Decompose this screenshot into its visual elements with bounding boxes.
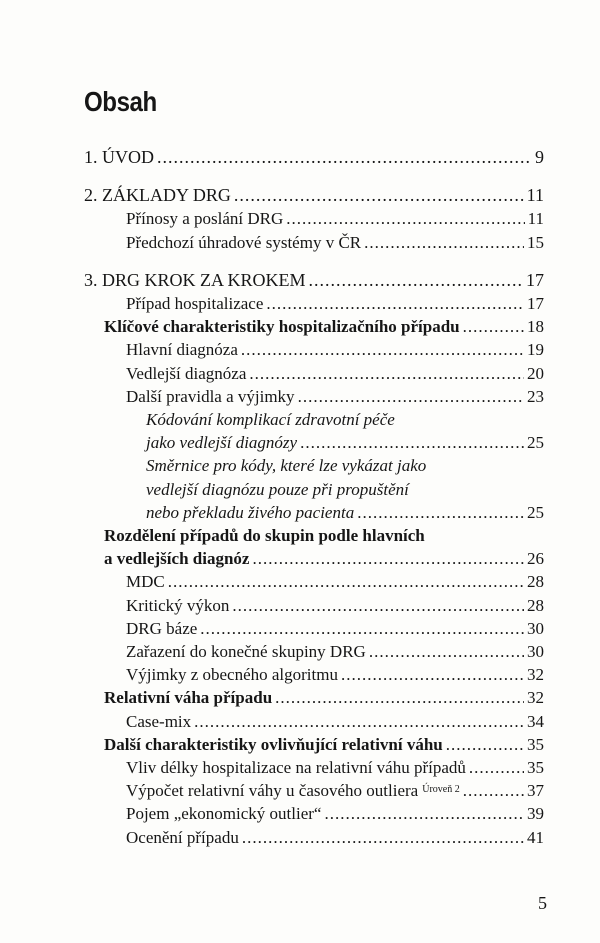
toc-entry-page: 17 xyxy=(527,294,544,314)
toc-entry-page: 41 xyxy=(527,827,544,847)
toc-entry-page: 18 xyxy=(527,317,544,337)
toc-entry-line xyxy=(84,478,544,501)
dot-leader xyxy=(369,640,524,663)
toc-entry-title: Case-mix xyxy=(126,711,192,731)
toc-entry xyxy=(84,594,544,617)
toc-entry-title: 1. ÚVOD xyxy=(84,147,154,167)
toc-entry-page: 37 xyxy=(527,781,544,801)
toc-entry-page: 32 xyxy=(527,688,544,708)
toc-entry xyxy=(84,826,544,849)
toc-entry xyxy=(84,146,544,169)
toc-entry-title: DRG báze xyxy=(126,618,198,638)
toc-entry-title: Zařazení do konečné skupiny DRG xyxy=(126,642,366,662)
table-of-contents xyxy=(84,146,544,849)
dot-leader xyxy=(242,826,524,849)
toc-entry-title: Kritický výkon xyxy=(126,595,230,615)
toc-entry xyxy=(84,640,544,663)
toc-entry-line xyxy=(84,454,544,477)
toc-entry xyxy=(84,184,544,207)
toc-entry xyxy=(84,231,544,254)
dot-leader xyxy=(463,779,524,802)
toc-entry-page: 35 xyxy=(527,734,544,754)
toc-entry-title: Přínosy a poslání DRG xyxy=(126,209,284,229)
page-number: 5 xyxy=(538,893,547,913)
toc-entry xyxy=(84,570,544,593)
toc-entry-title: Pojem „ekonomický outlier“ xyxy=(126,804,322,824)
dot-leader xyxy=(324,802,524,825)
toc-entry-page: 30 xyxy=(527,618,544,638)
toc-entry xyxy=(84,710,544,733)
toc-entry-page: 15 xyxy=(527,232,544,252)
toc-entry-line xyxy=(84,408,544,431)
toc-entry-page: 35 xyxy=(527,758,544,778)
level-note: Úroveň 2 xyxy=(422,784,460,796)
dot-leader xyxy=(234,184,524,207)
toc-entry xyxy=(84,779,544,802)
dot-leader xyxy=(463,315,524,338)
dot-leader xyxy=(157,146,532,169)
toc-entry-title: 2. ZÁKLADY DRG xyxy=(84,185,231,206)
dot-leader xyxy=(364,231,524,254)
toc-entry-page: 32 xyxy=(527,665,544,685)
toc-entry xyxy=(84,385,544,408)
toc-entry xyxy=(84,315,544,338)
toc-entry-page: 20 xyxy=(527,363,544,383)
toc-entry-title: jako vedlejší diagnózy xyxy=(146,433,298,453)
toc-entry-title: Relativní váha případu xyxy=(104,688,273,708)
dot-leader xyxy=(341,663,524,686)
toc-entry-title: Další charakteristiky ovlivňující relativní váhu xyxy=(104,734,443,754)
toc-entry-page: 28 xyxy=(527,572,544,592)
toc-entry-page: 9 xyxy=(535,147,544,167)
toc-entry xyxy=(84,663,544,686)
toc-entry xyxy=(84,547,544,570)
dot-leader xyxy=(446,733,524,756)
dot-leader xyxy=(252,547,524,570)
toc-entry-title: nebo překladu živého pacienta xyxy=(146,502,355,522)
toc-entry xyxy=(84,362,544,385)
toc-entry xyxy=(84,338,544,361)
dot-leader xyxy=(309,269,523,292)
toc-entry-page: 25 xyxy=(527,502,544,522)
toc-entry-title: MDC xyxy=(126,572,165,592)
toc-entry-page: 28 xyxy=(527,595,544,615)
toc-entry xyxy=(84,802,544,825)
toc-entry-page: 39 xyxy=(527,804,544,824)
toc-entry xyxy=(84,501,544,524)
toc-entry-title: 3. DRG KROK ZA KROKEM xyxy=(84,269,306,290)
toc-entry-page: 11 xyxy=(526,185,544,206)
dot-leader xyxy=(200,617,524,640)
toc-entry xyxy=(84,431,544,454)
toc-entry-page: 26 xyxy=(527,549,544,569)
dot-leader xyxy=(241,338,524,361)
toc-entry-title: Rozdělení případů do skupin podle hlavních xyxy=(104,526,425,546)
dot-leader xyxy=(194,710,524,733)
toc-entry-line xyxy=(84,524,544,547)
toc-entry-title: Kódování komplikací zdravotní péče xyxy=(146,410,395,430)
dot-leader xyxy=(249,362,524,385)
toc-entry-title: Další pravidla a výjimky xyxy=(126,386,295,406)
toc-entry-title: Hlavní diagnóza xyxy=(126,340,238,360)
toc-entry-page: 19 xyxy=(527,340,544,360)
toc-entry-title: Vliv délky hospitalizace na relativní váhu případů xyxy=(126,758,466,778)
toc-entry xyxy=(84,733,544,756)
dot-leader xyxy=(298,385,524,408)
dot-leader xyxy=(232,594,524,617)
toc-entry xyxy=(84,207,544,230)
toc-entry-page: 34 xyxy=(527,711,544,731)
toc-entry-page: 11 xyxy=(527,209,544,229)
toc-entry-page: 30 xyxy=(527,642,544,662)
toc-entry xyxy=(84,686,544,709)
toc-entry-page: 25 xyxy=(527,433,544,453)
toc-entry-title: Klíčové charakteristiky hospitalizačního případu xyxy=(104,317,460,337)
dot-leader xyxy=(469,756,524,779)
toc-entry-title: Případ hospitalizace xyxy=(126,294,264,314)
dot-leader xyxy=(266,292,524,315)
toc-entry-title: vedlejší diagnózu pouze při propuštění xyxy=(146,479,409,499)
toc-entry-title: Směrnice pro kódy, které lze vykázat jako xyxy=(146,456,427,476)
toc-entry-page: 23 xyxy=(527,386,544,406)
toc-entry xyxy=(84,292,544,315)
toc-entry-title: Ocenění případu xyxy=(126,827,239,847)
dot-leader xyxy=(300,431,524,454)
toc-entry xyxy=(84,269,544,292)
dot-leader xyxy=(275,686,524,709)
dot-leader xyxy=(168,570,524,593)
toc-entry-title: a vedlejších diagnóz xyxy=(104,549,250,569)
toc-entry-page: 17 xyxy=(526,269,544,290)
toc-entry-title: Předchozí úhradové systémy v ČR xyxy=(126,232,362,252)
dot-leader xyxy=(286,207,524,230)
toc-entry-title: Výjimky z obecného algoritmu xyxy=(126,665,338,685)
toc-heading: Obsah xyxy=(84,86,157,117)
toc-entry xyxy=(84,617,544,640)
toc-entry-title: Vedlejší diagnóza xyxy=(126,363,247,383)
dot-leader xyxy=(357,501,524,524)
toc-entry-title: Výpočet relativní váhy u časového outliera xyxy=(126,781,419,801)
toc-entry xyxy=(84,756,544,779)
